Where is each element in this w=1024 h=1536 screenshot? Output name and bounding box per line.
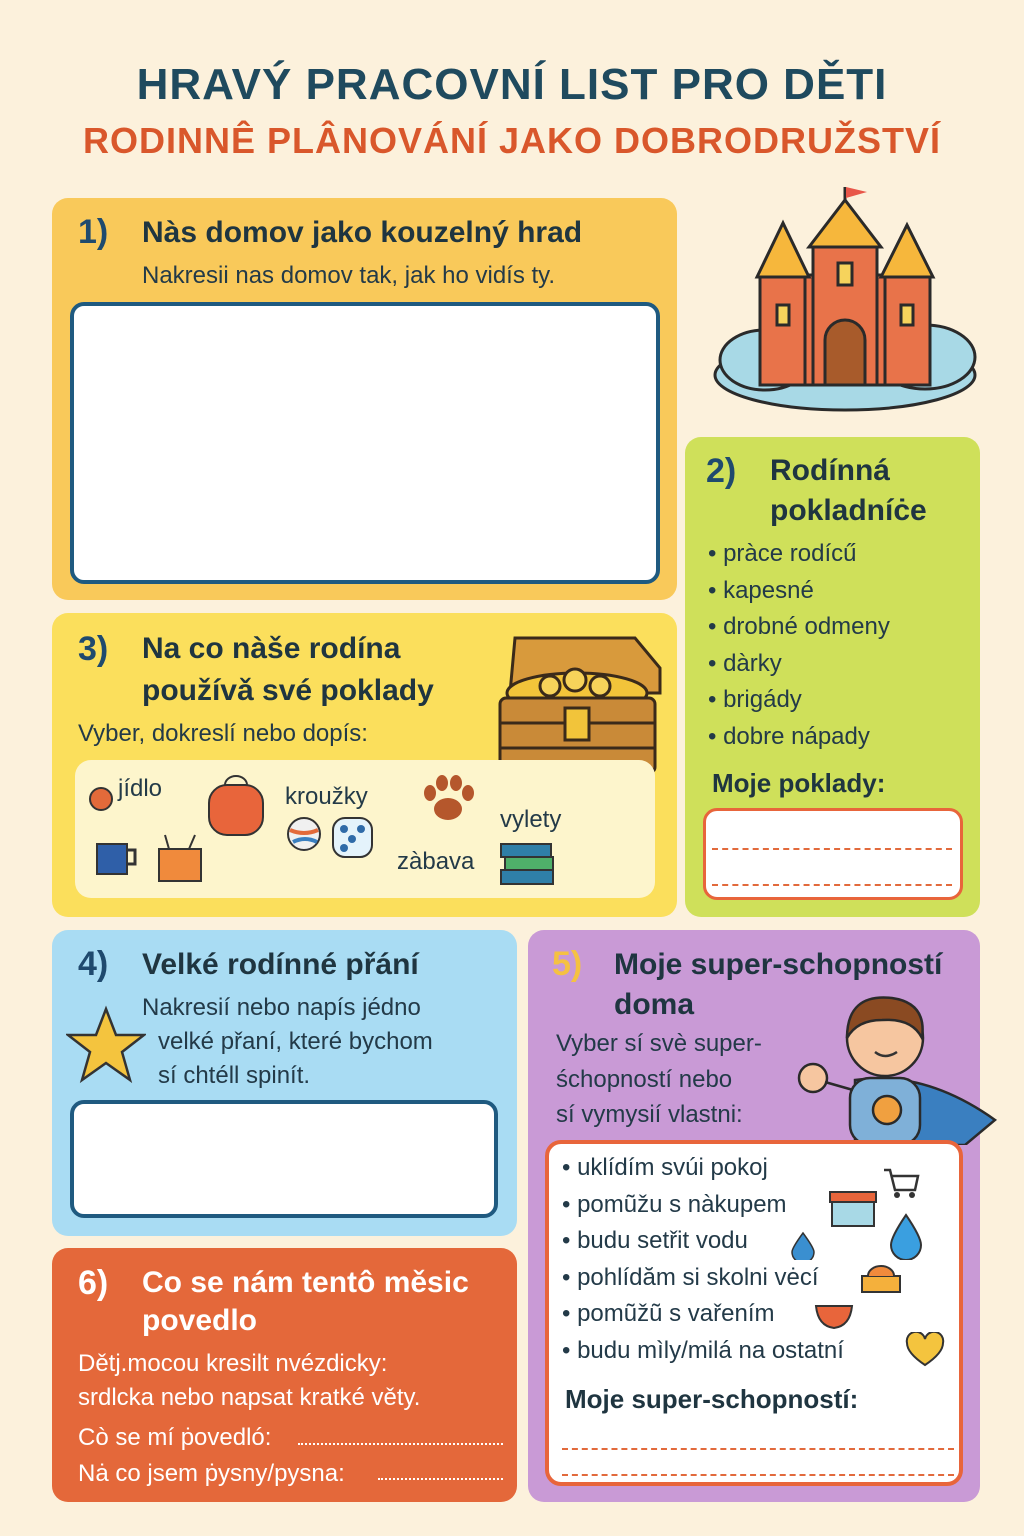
section-4-instruction-3: sí chtéll spinít. [158, 1062, 311, 1089]
list-item: • pràce rodícű [708, 536, 890, 573]
food-label[interactable]: jídlo [118, 775, 163, 802]
success-prompt: Cò se mí ṗovedló: [78, 1424, 272, 1451]
mug-icon[interactable] [93, 838, 141, 878]
section-3-number: 3) [78, 630, 109, 668]
section-5-title-line2: doma [614, 988, 695, 1021]
section-5-instruction-1: Vyber sí svè super- [556, 1030, 762, 1057]
list-item[interactable]: • uklídím svúi pokoj [562, 1150, 844, 1187]
section-6-title-line1: Co se nám tentô měsic [142, 1266, 469, 1299]
list-item[interactable]: • pomũžu s nàkupem [562, 1187, 844, 1224]
castle-icon [705, 185, 985, 420]
list-item[interactable]: • pohlídăm si skolni vėcí [562, 1260, 844, 1297]
section-1-title: Nàs domov jako kouzelný hrad [142, 216, 583, 249]
list-item[interactable]: • pomũžũ s vařením [562, 1296, 844, 1333]
section-4-number: 4) [78, 945, 109, 983]
fun-label[interactable]: zàbava [397, 848, 475, 875]
section-5-instruction-2: śchopností nebo [556, 1066, 733, 1093]
section-4-instruction-2: velké přaní, které bychom [158, 1028, 433, 1055]
list-item[interactable]: • budu mìly/milá na ostatní [562, 1333, 844, 1370]
treasure-chest-icon [495, 628, 670, 778]
list-item: • brigády [708, 682, 890, 719]
section-5-title-line1: Moje super-schopností [614, 948, 943, 981]
writing-line [712, 848, 952, 850]
home-drawing-area[interactable] [70, 302, 660, 584]
my-superpowers-label: Moje super-schopností: [565, 1384, 859, 1414]
wish-drawing-area[interactable] [70, 1100, 498, 1218]
proud-prompt: Nȧ co jsem ṗysny/pysna: [78, 1460, 345, 1487]
list-item: • dobre nápady [708, 719, 890, 756]
section-1-number: 1) [78, 213, 109, 251]
clubs-label[interactable]: kroužky [285, 783, 368, 810]
section-1-instruction: Nakresii nas domov tak, jak ho vidís ty. [142, 262, 556, 289]
section-3-title-line1: Na co nàše rodína [142, 632, 401, 665]
section-6-instruction-2: srdlcka nebo napsat kratké věty. [78, 1384, 421, 1411]
page-subtitle: RODINNÊ PLÂNOVÁNÍ JAKO DOBRODRUŽSTVÍ [82, 120, 942, 161]
books-icon[interactable] [497, 840, 557, 890]
writing-line [712, 884, 952, 886]
success-answer-line[interactable] [298, 1443, 503, 1445]
section-5-number: 5) [552, 945, 583, 983]
dice-icon[interactable] [330, 815, 375, 860]
page-title: HRAVÝ PRACOVNÍ LIST PRO DĚTI [136, 60, 888, 109]
cooking-bowl-icon [812, 1298, 856, 1332]
list-item[interactable]: • budu setřit vodu [562, 1223, 844, 1260]
writing-line[interactable] [562, 1448, 954, 1450]
backpack-icon[interactable] [205, 775, 267, 837]
food-icon[interactable] [88, 786, 114, 812]
section-2-title-line2: pokladníċe [770, 494, 927, 527]
water-drop-small-icon [788, 1230, 818, 1260]
craft-box-icon[interactable] [155, 833, 205, 883]
shop-icon [828, 1190, 878, 1228]
section-2-number: 2) [706, 452, 737, 490]
my-treasures-field[interactable] [703, 808, 963, 900]
section-6-title-line2: povedlo [142, 1304, 258, 1337]
trips-label[interactable]: vylety [500, 806, 562, 833]
section-6-number: 6) [78, 1264, 109, 1302]
section-4-instruction-1: Nakresií nebo napís jédno [142, 994, 421, 1021]
heart-icon [905, 1332, 945, 1368]
superhero-kid-icon [795, 990, 1000, 1145]
section-4-title: Velké rodínné přání [142, 948, 419, 981]
list-item: • kapesné [708, 573, 890, 610]
star-icon [66, 1005, 146, 1085]
ball-icon[interactable] [285, 815, 323, 853]
section-3-instruction: Vyber, dokreslí nebo dopís: [78, 720, 368, 747]
paw-icon[interactable] [418, 773, 478, 825]
writing-line[interactable] [562, 1474, 954, 1476]
list-item: • drobné odmeny [708, 609, 890, 646]
section-2-title-line1: Rodínná [770, 454, 890, 487]
school-stuff-icon [858, 1262, 904, 1296]
section-6-instruction-1: Dětj.mocou kresilt nvézdicky: [78, 1350, 388, 1377]
shopping-cart-icon [880, 1164, 920, 1200]
my-treasures-label: Moje poklady: [712, 768, 886, 798]
section-3-title-line2: používǎ své poklady [142, 674, 434, 707]
water-drop-icon [888, 1212, 924, 1260]
proud-answer-line[interactable] [378, 1478, 503, 1480]
section-5-instruction-3: sí vymysií vlastni: [556, 1101, 743, 1128]
treasury-list [708, 536, 890, 755]
list-item: • dàrky [708, 646, 890, 683]
